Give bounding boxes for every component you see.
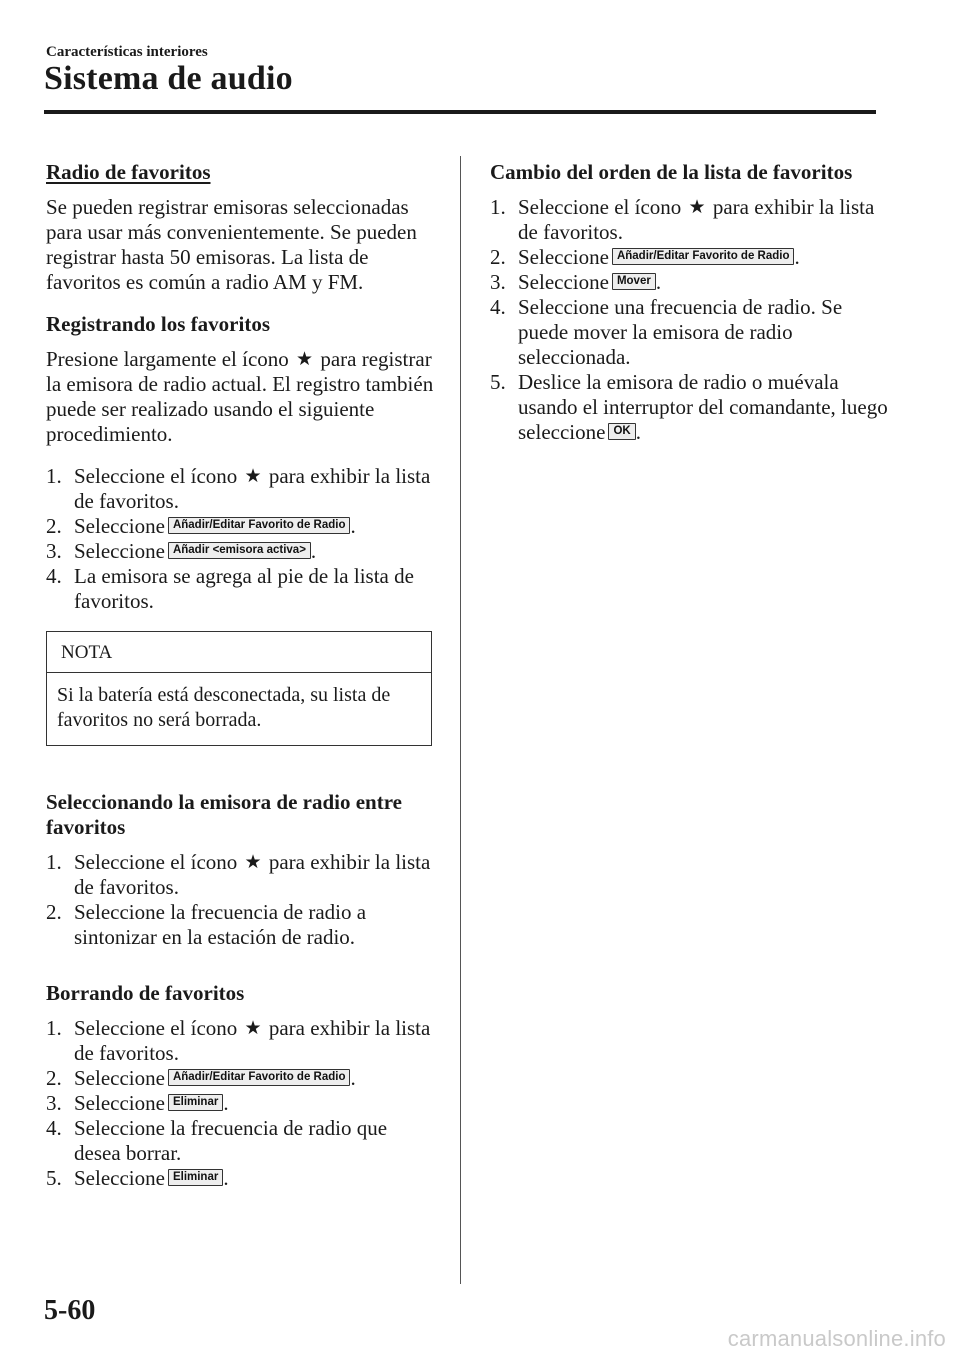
step-number: 1. xyxy=(490,195,506,219)
list-item xyxy=(46,1116,436,1166)
list-item xyxy=(490,295,890,370)
step-text: para exhibir la lista de favoritos. xyxy=(74,1016,431,1065)
step-number: 4. xyxy=(490,295,506,319)
step-number: 5. xyxy=(46,1166,62,1190)
step-text: Seleccione una frecuencia de radio. Se puede mover la emisora de radio seleccionada. xyxy=(518,295,843,369)
step-text: para exhibir la lista de favoritos. xyxy=(74,850,431,899)
anadir-editar-favorito-button: Añadir/Editar Favorito de Radio xyxy=(168,1069,351,1086)
list-item xyxy=(46,1091,436,1116)
step-number: 5. xyxy=(490,370,506,394)
section-label: Características interiores xyxy=(46,44,208,60)
borrando-heading: Borrando de favoritos xyxy=(46,981,245,1005)
step-text: Seleccione xyxy=(74,539,165,563)
nota-box xyxy=(46,631,432,746)
step-number: 2. xyxy=(46,1066,62,1090)
anadir-emisora-activa-button: Añadir <emisora activa> xyxy=(168,542,311,559)
intro-paragraph: Se pueden registrar emisoras seleccionadas para usar más convenientemente. Se pueden registrar hasta 50 emisoras. La lista de favoritos es común a radio AM y FM. xyxy=(46,195,417,294)
step-text: Seleccione el ícono xyxy=(74,464,238,488)
list-item xyxy=(490,195,890,245)
title-rule xyxy=(44,110,876,114)
step-text: Seleccione xyxy=(74,1091,165,1115)
step-number: 2. xyxy=(490,245,506,269)
page-number: 5-60 xyxy=(44,1295,96,1326)
seleccionando-steps xyxy=(46,850,436,950)
step-text: Seleccione la frecuencia de radio a sintonizar en la estación de radio. xyxy=(74,900,367,949)
list-item xyxy=(490,245,890,270)
anadir-editar-favorito-button: Añadir/Editar Favorito de Radio xyxy=(168,517,351,534)
step-text: Seleccione el ícono xyxy=(74,1016,238,1040)
step-text: Deslice la emisora de radio o muévala usando el interruptor del comandante, luego seleccione xyxy=(518,370,888,444)
seleccionando-heading: Seleccionando la emisora de radio entre favoritos xyxy=(46,790,402,839)
right-column xyxy=(490,156,890,462)
nota-title: NOTA xyxy=(47,632,431,673)
step-number: 3. xyxy=(490,270,506,294)
step-text: para exhibir la lista de favoritos. xyxy=(518,195,875,244)
list-item xyxy=(46,850,436,900)
step-number: 2. xyxy=(46,514,62,538)
step-number: 1. xyxy=(46,1016,62,1040)
list-item xyxy=(46,514,436,539)
step-text: Seleccione el ícono xyxy=(518,195,682,219)
star-icon: ★ xyxy=(244,1018,262,1039)
page-title: Sistema de audio xyxy=(44,60,293,97)
step-end: . xyxy=(310,539,317,563)
eliminar-button: Eliminar xyxy=(168,1094,223,1111)
star-icon: ★ xyxy=(244,466,262,487)
step-number: 3. xyxy=(46,539,62,563)
step-end: . xyxy=(635,420,641,444)
eliminar-button: Eliminar xyxy=(168,1169,223,1186)
registrando-steps xyxy=(46,464,436,614)
step-text: Seleccione la frecuencia de radio que desea borrar. xyxy=(74,1116,388,1165)
step-text: Seleccione el ícono xyxy=(74,850,238,874)
registrando-paragraph xyxy=(46,347,436,447)
cambio-steps xyxy=(490,195,890,445)
step-end: . xyxy=(223,1166,229,1190)
radio-favoritos-heading: Radio de favoritos xyxy=(46,160,211,184)
list-item xyxy=(490,370,890,445)
borrando-steps xyxy=(46,1016,436,1191)
list-item xyxy=(46,900,436,950)
registrando-text-before: Presione largamente el ícono xyxy=(46,347,289,371)
list-item xyxy=(46,564,436,614)
step-text: La emisora se agrega al pie de la lista de favoritos. xyxy=(74,564,414,613)
nota-text: Si la batería está desconectada, su lista de favoritos no será borrada. xyxy=(57,684,391,731)
list-item xyxy=(46,464,436,514)
step-text: Seleccione xyxy=(74,1066,165,1090)
step-number: 4. xyxy=(46,1116,62,1140)
list-item xyxy=(490,270,890,295)
anadir-editar-favorito-button: Añadir/Editar Favorito de Radio xyxy=(612,248,795,265)
list-item xyxy=(46,1066,436,1091)
step-end: . xyxy=(350,514,356,538)
step-text: Seleccione xyxy=(518,270,609,294)
step-number: 2. xyxy=(46,900,62,924)
step-number: 1. xyxy=(46,464,62,488)
step-text: Seleccione xyxy=(74,1166,165,1190)
step-number: 4. xyxy=(46,564,62,588)
step-number: 3. xyxy=(46,1091,62,1115)
star-icon: ★ xyxy=(296,349,314,370)
mover-button: Mover xyxy=(612,273,656,290)
step-end: . xyxy=(223,1091,229,1115)
star-icon: ★ xyxy=(688,197,706,218)
step-text: Seleccione xyxy=(518,245,609,269)
step-end: . xyxy=(655,270,662,294)
step-text: para exhibir la lista de favoritos. xyxy=(74,464,431,513)
step-end: . xyxy=(350,1066,356,1090)
ok-button: OK xyxy=(608,423,635,440)
list-item xyxy=(46,539,436,564)
step-text: Seleccione xyxy=(74,514,165,538)
star-icon: ★ xyxy=(244,852,262,873)
cambio-heading: Cambio del orden de la lista de favoritos xyxy=(490,160,853,184)
step-end: . xyxy=(794,245,800,269)
column-divider xyxy=(460,156,461,1284)
left-column xyxy=(46,156,436,1208)
step-number: 1. xyxy=(46,850,62,874)
watermark: carmanualsonline.info xyxy=(727,1326,946,1351)
list-item xyxy=(46,1016,436,1066)
registrando-text-after: para registrar la emisora de radio actual. El registro también puede ser realizado usando el siguiente procedimiento. xyxy=(46,347,434,446)
registrando-heading: Registrando los favoritos xyxy=(46,312,270,336)
list-item xyxy=(46,1166,436,1191)
